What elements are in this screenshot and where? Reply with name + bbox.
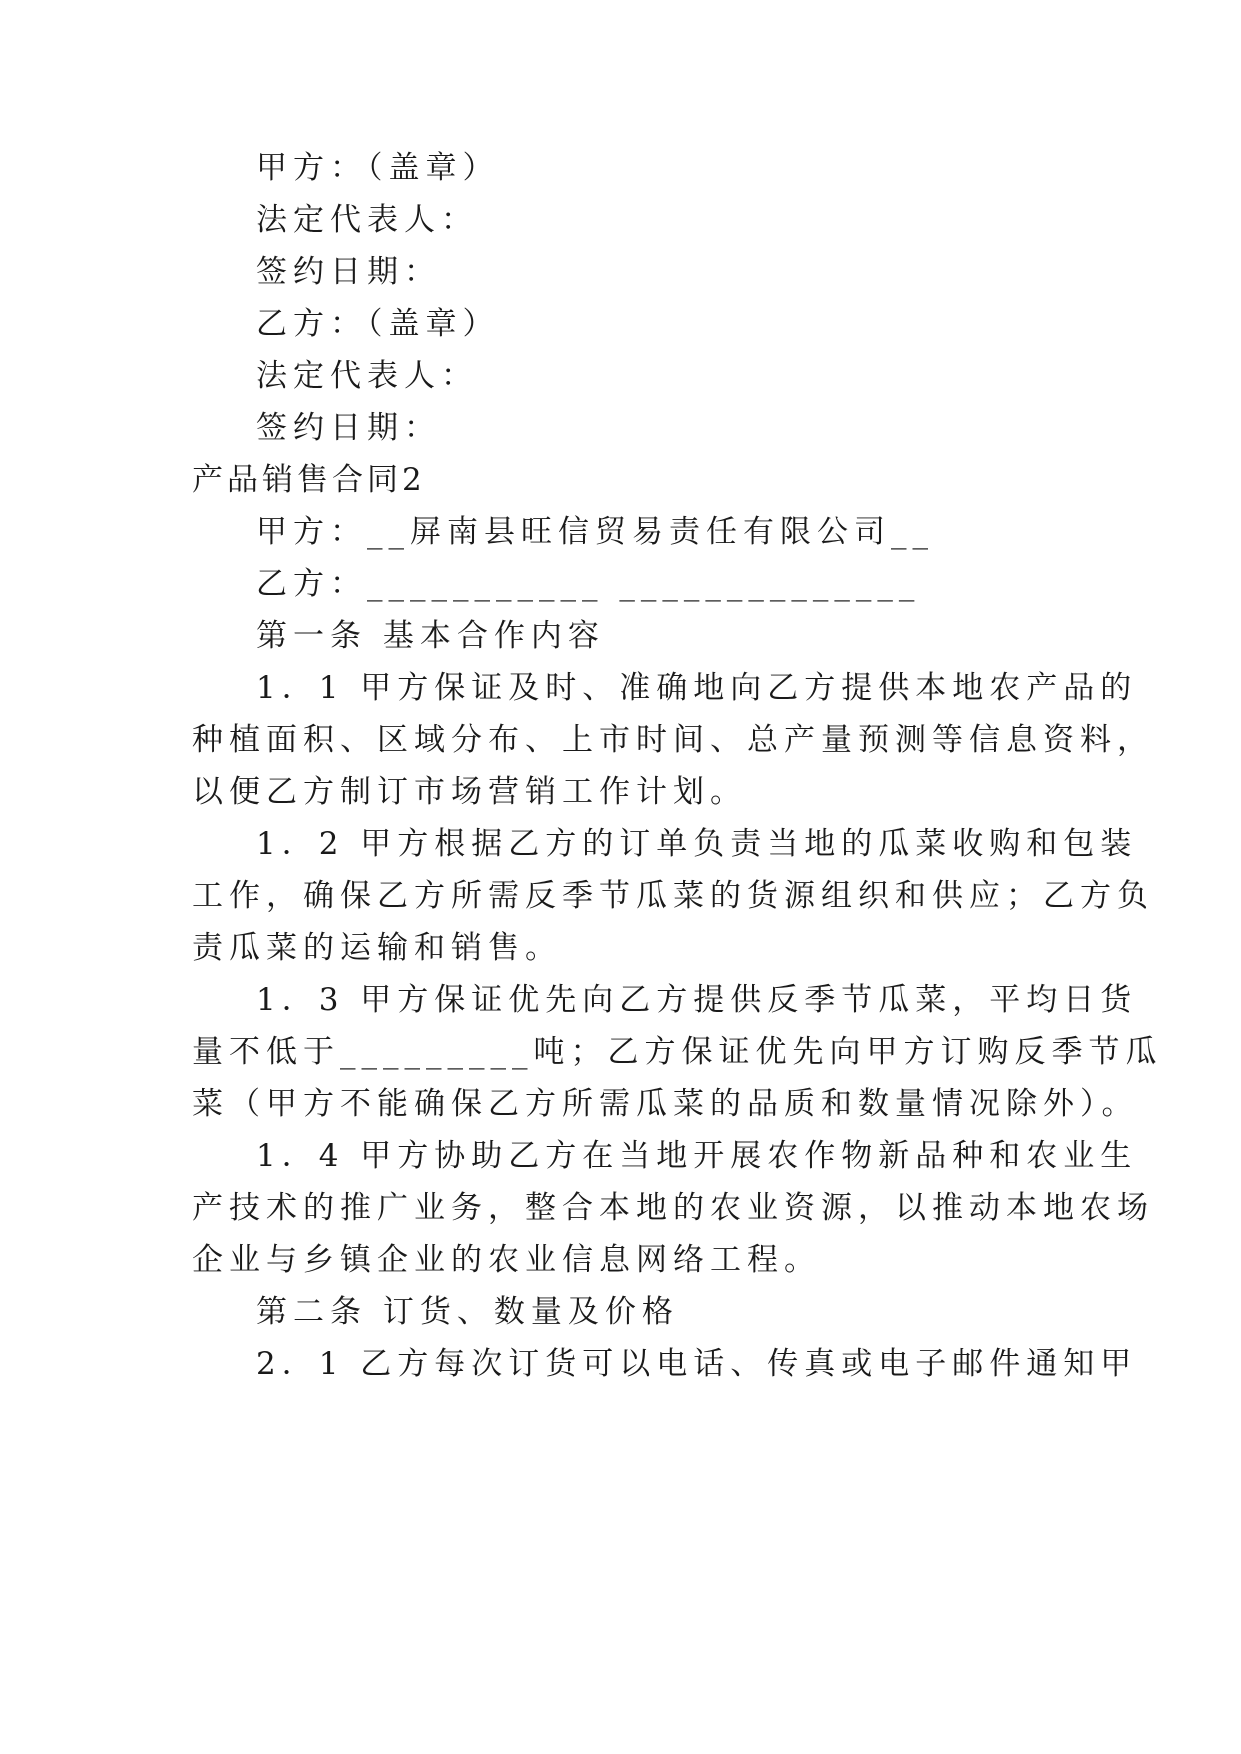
article-1-heading: 第一条 基本合作内容: [256, 618, 605, 654]
party-a-representative-line: 法定代表人：: [256, 202, 478, 238]
clause-1-3-line: 量不低于_________吨；乙方保证优先向甲方订购反季节瓜: [192, 1034, 1163, 1070]
clause-1-4-line: 企业与乡镇企业的农业信息网络工程。: [192, 1242, 821, 1278]
contract-title: 产品销售合同2: [192, 462, 426, 498]
clause-1-4-line: 1．4 甲方协助乙方在当地开展农作物新品种和农业生: [256, 1138, 1138, 1174]
clause-1-2-line: 1．2 甲方根据乙方的订单负责当地的瓜菜收购和包装: [256, 826, 1138, 862]
party-b-representative-line: 法定代表人：: [256, 358, 478, 394]
clause-1-1-line: 种植面积、区域分布、上市时间、总产量预测等信息资料，: [192, 722, 1154, 758]
clause-1-2-line: 责瓜菜的运输和销售。: [192, 930, 562, 966]
party-a-name-line: 甲方：__屏南县旺信贸易责任有限公司__: [256, 514, 934, 550]
clause-1-4-line: 产技术的推广业务，整合本地的农业资源，以推动本地农场: [192, 1190, 1154, 1226]
clause-2-1-line: 2．1 乙方每次订货可以电话、传真或电子邮件通知甲: [256, 1346, 1138, 1382]
article-2-heading: 第二条 订货、数量及价格: [256, 1294, 679, 1330]
clause-1-3-line: 1．3 甲方保证优先向乙方提供反季节瓜菜，平均日货: [256, 982, 1138, 1018]
party-b-signing-date-line: 签约日期：: [256, 410, 441, 446]
party-a-seal-line: 甲方：（盖章）: [256, 150, 500, 186]
party-a-signing-date-line: 签约日期：: [256, 254, 441, 290]
clause-1-3-line: 菜（甲方不能确保乙方所需瓜菜的品质和数量情况除外）。: [192, 1086, 1139, 1122]
clause-1-1-line: 1．1 甲方保证及时、准确地向乙方提供本地农产品的: [256, 670, 1138, 706]
clause-1-2-line: 工作，确保乙方所需反季节瓜菜的货源组织和供应；乙方负: [192, 878, 1154, 914]
party-b-name-line: 乙方：___________ ______________: [256, 566, 921, 602]
clause-1-1-line: 以便乙方制订市场营销工作计划。: [192, 774, 747, 810]
party-b-seal-line: 乙方：（盖章）: [256, 306, 500, 342]
